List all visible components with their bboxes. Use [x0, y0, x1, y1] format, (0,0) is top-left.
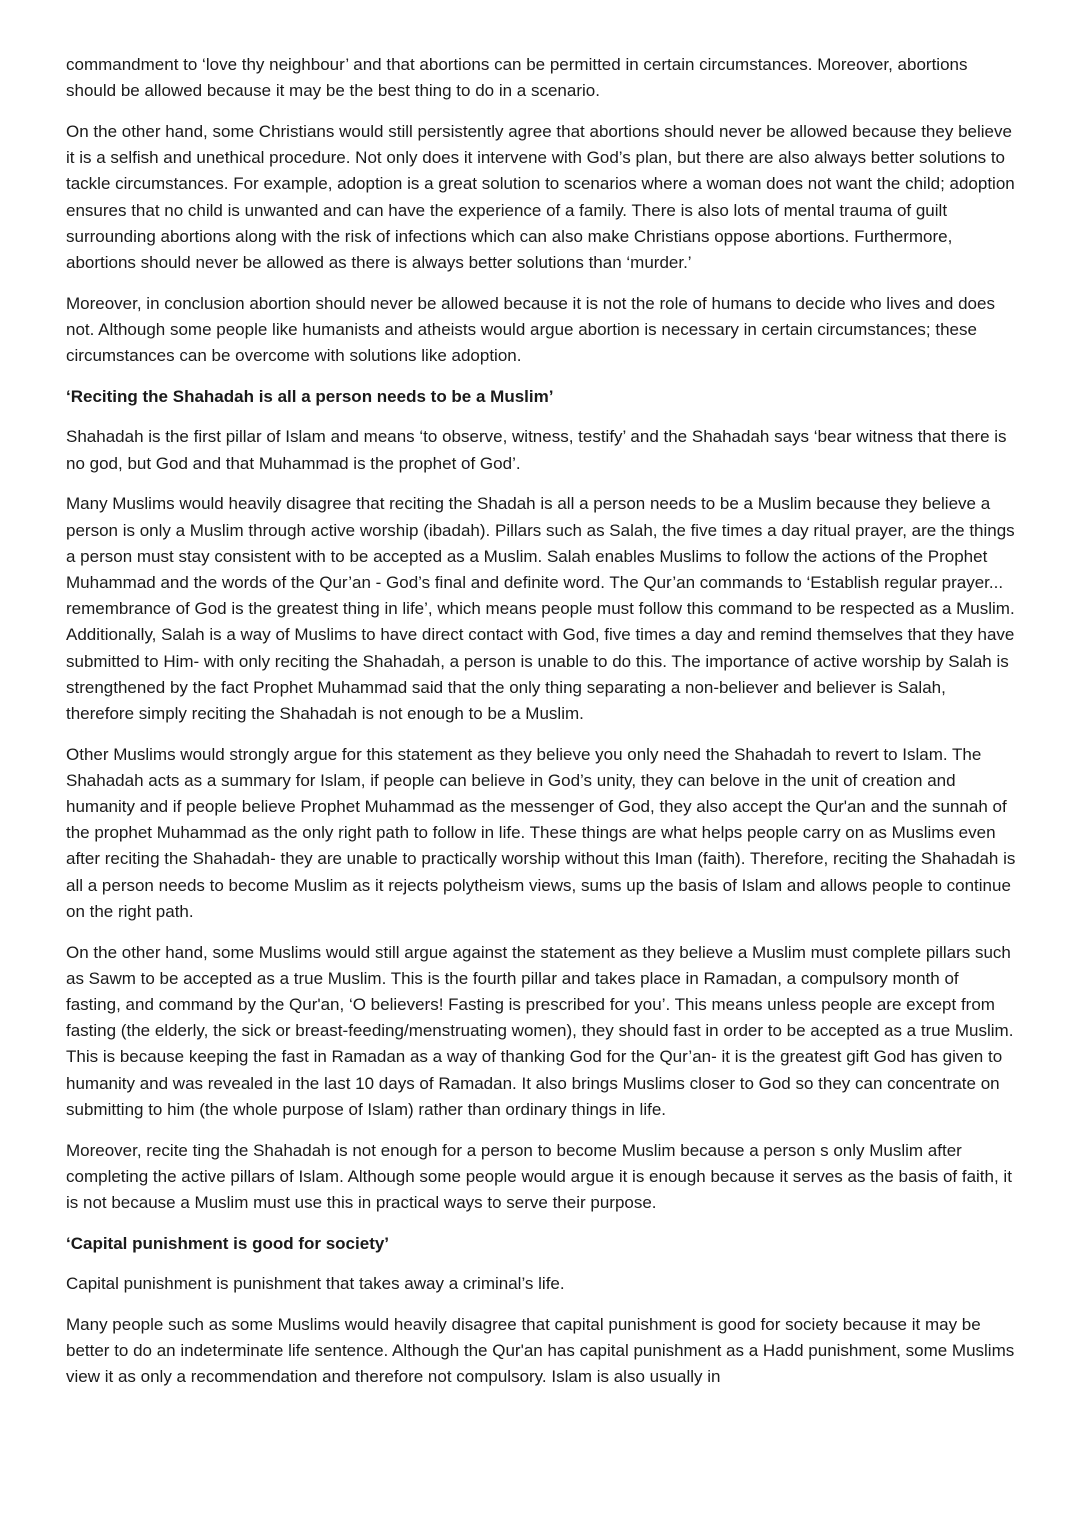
paragraph-abortion-continuation: commandment to ‘love thy neighbour’ and that abortions can be permitted in certain circumstances. Moreover, abortions should be allowed because it may be the best thing to do in a scenario.	[66, 55, 968, 101]
heading-shahadah: ‘Reciting the Shahadah is all a person needs to be a Muslim’	[66, 386, 554, 406]
paragraph-shahadah-agree: Other Muslims would strongly argue for this statement as they believe you only need the Shahadah to revert to Islam. The Shahadah acts as a summary for Islam, if people can believe in God’s unity, they can belove in the unit of creation and humanity and if people believe Prophet Muhammad as the messenger of God, they also accept the Qur'an and the sunnah of the prophet Muhammad as the only right path to follow in life. These things are what helps people carry on as Muslims even after reciting the Shahadah- they are unable to practically worship without this Iman (faith). Therefore, reciting the Shahadah is all a person needs to become Muslim as it rejects polytheism views, sums up the basis of Islam and allows people to continue on the right path.	[66, 744, 1016, 921]
paragraph-shahadah-disagree: Many Muslims would heavily disagree that reciting the Shadah is all a person needs to be a Muslim because they believe a person is only a Muslim through active worship (ibadah). Pillars such as Salah, the five times a day ritual prayer, are the things a person must stay consistent with to be accepted as a Muslim. Salah enables Muslims to follow the actions of the Prophet Muhammad and the words of the Qur’an - God’s final and definite word. The Qur’an commands to ‘Establish regular prayer... remembrance of God is the greatest thing in life’, which means people must follow this command to be respected as a Muslim. Additionally, Salah is a way of Muslims to have direct contact with God, five times a day and remind themselves that they have submitted to Him- with only reciting the Shahadah, a person is unable to do this. The importance of active worship by Salah is strengthened by the fact Prophet Muhammad said that the only thing separating a non-believer and believer is Salah, therefore simply reciting the Shahadah is not enough to be a Muslim.	[66, 494, 1015, 723]
heading-capital-punishment: ‘Capital punishment is good for society’	[66, 1233, 390, 1253]
paragraph-shahadah-definition: Shahadah is the first pillar of Islam and means ‘to observe, witness, testify’ and the Shahadah says ‘bear witness that there is no god, but God and that Muhammad is the prophet of God’.	[66, 427, 1007, 473]
document-page	[66, 52, 1018, 1405]
paragraph-shahadah-conclusion: Moreover, recite ting the Shahadah is not enough for a person to become Muslim because a person s only Muslim after completing the active pillars of Islam. Although some people would argue it is enough because it serves as the basis of faith, it is not because a Muslim must use this in practical ways to serve their purpose.	[66, 1140, 1012, 1212]
paragraph-capital-disagree: Many people such as some Muslims would heavily disagree that capital punishment is good for society because it may be better to do an indeterminate life sentence. Although the Qur'an has capital punishment as a Hadd punishment, some Muslims view it as only a recommendation and therefore not compulsory. Islam is also usually in	[66, 1315, 1015, 1387]
paragraph-abortion-conclusion: Moreover, in conclusion abortion should never be allowed because it is not the role of humans to decide who lives and does not. Although some people like humanists and atheists would argue abortion is necessary in certain circumstances; these circumstances can be overcome with solutions like adoption.	[66, 293, 995, 366]
paragraph-shahadah-sawm: On the other hand, some Muslims would still argue against the statement as they believe a Muslim must complete pillars such as Sawm to be accepted as a true Muslim. This is the fourth pillar and takes place in Ramadan, a compulsory month of fasting, and command by the Qur'an, ‘O believers! Fasting is prescribed for you’. This means unless people are except from fasting (the elderly, the sick or breast-feeding/menstruating women), they should fast in order to be accepted as a true Muslim. This is because keeping the fast in Ramadan as a way of thanking God for the Qur’an- it is the greatest gift God has given to humanity and was revealed in the last 10 days of Ramadan. It also brings Muslims closer to God so they can concentrate on submitting to him (the whole purpose of Islam) rather than ordinary things in life.	[66, 942, 1014, 1119]
paragraph-abortion-against: On the other hand, some Christians would still persistently agree that abortions should never be allowed because they believe it is a selfish and unethical procedure. Not only does it intervene with God’s plan, but there are also always better solutions to tackle circumstances. For example, adoption is a great solution to scenarios where a woman does not want the child; adoption ensures that no child is unwanted and can have the experience of a family. There is also lots of mental trauma of guilt surrounding abortions along with the risk of infections which can also make Christians oppose abortions. Furthermore, abortions should never be allowed as there is always better solutions than ‘murder.’	[66, 121, 1015, 272]
paragraph-capital-definition: Capital punishment is punishment that takes away a criminal’s life.	[66, 1274, 565, 1294]
